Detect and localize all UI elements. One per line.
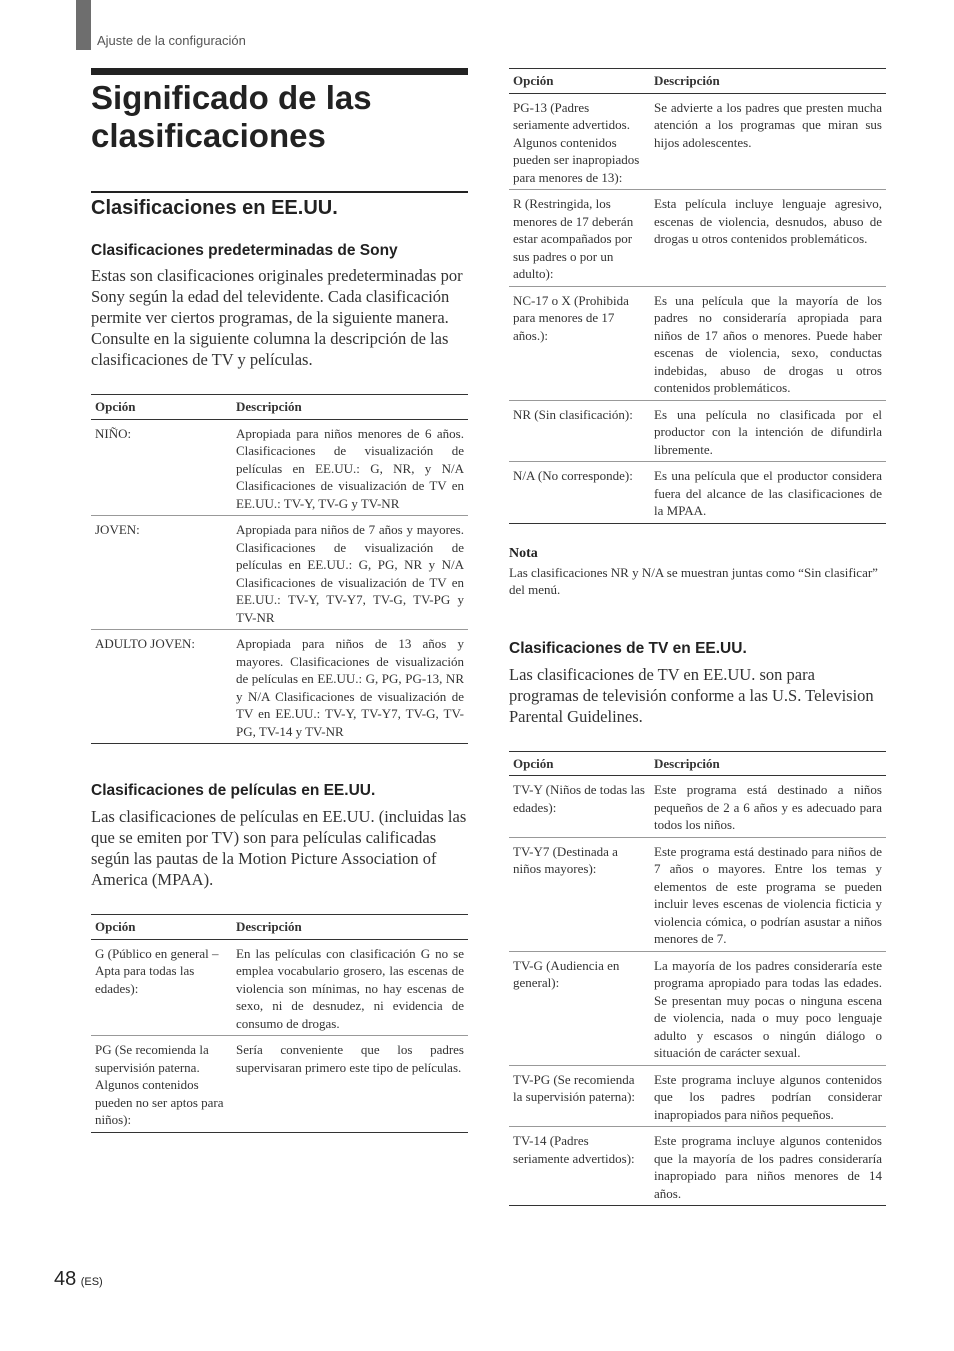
rating-description: Apropiada para niños menores de 6 años. Clasificaciones de visualización de películas en EE.UU.: G, NR, y N/A Clasificaciones de visualización de TV en EE.UU.: TV-Y, TV-G y TV-NR [232, 419, 468, 516]
table-row [509, 462, 886, 524]
table-row [509, 951, 886, 1065]
us-ratings-heading: Clasificaciones en EE.UU. [91, 197, 338, 219]
movie-ratings-heading: Clasificaciones de películas en EE.UU. [91, 782, 376, 799]
section-rule [91, 191, 468, 193]
rating-description: Este programa está destinado para niños de 7 años o mayores. Entre los temas y elementos de este programa se pueden incluir leves escenas de violencia ficticia y violencia cómica, o podrían asustar a niños menores de 7. [650, 837, 886, 951]
tv-ratings-intro: Las clasificaciones de TV en EE.UU. son para programas de televisión conforme a las U.S. Television Parental Guidelines. [509, 664, 874, 726]
column-header-option: Opción [509, 69, 650, 94]
section-tab-marker [76, 0, 91, 50]
note-box [509, 546, 886, 599]
page-language: (ES) [80, 1276, 103, 1288]
rating-option: TV-G (Audiencia en general): [509, 951, 650, 1065]
rating-description: Es una película que la mayoría de los padres no consideraría apropiada para niños de 17 años o menores. Puede haber escenas de violencia, sexo, conductas indebidas, abuso de drogas u otros contenidos problemáticos. [650, 286, 886, 400]
left-column [91, 68, 468, 1133]
table-row [509, 837, 886, 951]
column-header-description: Descripción [650, 751, 886, 776]
tv-ratings-heading: Clasificaciones de TV en EE.UU. [509, 639, 747, 657]
page-number [54, 1268, 103, 1291]
rating-description: Este programa incluye algunos contenidos que los padres podrían considerar inapropiados para niños pequeños. [650, 1065, 886, 1127]
rating-option: PG-13 (Padres seriamente advertidos. Algunos contenidos pueden ser inapropiados para menores de 13): [509, 93, 650, 190]
rating-description: Apropiada para niños de 13 años y mayores. Clasificaciones de visualización de películas en EE.UU.: G, PG, PG-13, NR y N/A Clasificaciones de visualización de TV en EE.UU.: TV-Y, TV-Y7, TV-G, TV-PG, TV-14 y TV-NR [232, 630, 468, 744]
rating-option: PG (Se recomienda la supervisión paterna. Algunos contenidos pueden no ser aptos para niños): [91, 1036, 232, 1133]
rating-option: NR (Sin clasificación): [509, 400, 650, 462]
column-header-option: Opción [509, 751, 650, 776]
page-number-value: 48 [54, 1268, 77, 1290]
rating-option: TV-Y7 (Destinada a niños mayores): [509, 837, 650, 951]
rating-option: TV-PG (Se recomienda la supervisión paterna): [509, 1065, 650, 1127]
table-row [509, 286, 886, 400]
column-header-description: Descripción [650, 69, 886, 94]
sony-defaults-heading: Clasificaciones predeterminadas de Sony [91, 242, 398, 259]
note-text: Las clasificaciones NR y N/A se muestran juntas como “Sin clasificar” del menú. [509, 564, 878, 597]
table-row [91, 1036, 468, 1133]
table-row [91, 939, 468, 1036]
rating-option: G (Público en general – Apta para todas las edades): [91, 939, 232, 1036]
sony-defaults-table [91, 394, 468, 744]
table-row [91, 516, 468, 630]
page-title: Significado de las clasificaciones [91, 79, 372, 154]
rating-option: JOVEN: [91, 516, 232, 630]
rating-description: Se advierte a los padres que presten mucha atención a los programas que miran sus hijos adolescentes. [650, 93, 886, 190]
rating-option: N/A (No corresponde): [509, 462, 650, 524]
table-header-row [91, 395, 468, 420]
table-row [509, 1065, 886, 1127]
movie-ratings-table [91, 914, 468, 1133]
column-header-option: Opción [91, 395, 232, 420]
rating-description: Es una película que el productor considera fuera del alcance de las clasificaciones de la MPAA. [650, 462, 886, 524]
right-column [509, 68, 886, 1206]
tv-ratings-table [509, 751, 886, 1207]
rating-option: TV-14 (Padres seriamente advertidos): [509, 1127, 650, 1206]
table-row [509, 1127, 886, 1206]
table-row [91, 630, 468, 744]
table-row [509, 190, 886, 287]
section-header: Ajuste de la configuración [97, 33, 246, 48]
rating-description: En las películas con clasificación G no se emplea vocabulario grosero, las escenas de violencia son mínimas, no hay escenas de sexo, ni de desnudez, ni evidencia de consumo de drogas. [232, 939, 468, 1036]
column-header-option: Opción [91, 915, 232, 940]
column-header-description: Descripción [232, 395, 468, 420]
rating-option: NIÑO: [91, 419, 232, 516]
rating-description: Este programa está destinado a niños pequeños de 2 a 6 años y es adecuado para todos los niños. [650, 776, 886, 838]
rating-description: Sería conveniente que los padres supervisaran primero este tipo de películas. [232, 1036, 468, 1133]
rating-option: NC-17 o X (Prohibida para menores de 17 años.): [509, 286, 650, 400]
rating-description: La mayoría de los padres consideraría este programa apropiado para todas las edades. Se presentan muy pocas o ninguna escena de violencia, nada o muy poco lenguaje adulto y escasos o ningún diálogo o situación de carácter sexual. [650, 951, 886, 1065]
column-header-description: Descripción [232, 915, 468, 940]
rating-description: Esta película incluye lenguaje agresivo, escenas de violencia, desnudos, abuso de drogas u otros contenidos problemáticos. [650, 190, 886, 287]
rating-description: Apropiada para niños de 7 años y mayores. Clasificaciones de visualización de películas en EE.UU.: G, PG, NR y N/A Clasificaciones de visualización de TV en EE.UU.: TV-Y, TV-Y7, TV-G, TV-PG y TV-NR [232, 516, 468, 630]
table-header-row [91, 915, 468, 940]
note-title: Nota [509, 545, 538, 561]
rating-option: TV-Y (Niños de todas las edades): [509, 776, 650, 838]
sony-defaults-intro: Estas son clasificaciones originales predeterminadas por Sony según la edad del televidente. Cada clasificación permite ver ciertos programas, de la siguiente manera. Consulte en la siguiente columna la descripción de las clasificaciones de TV y películas. [91, 266, 463, 369]
table-row [509, 93, 886, 190]
table-row [509, 400, 886, 462]
table-row [509, 776, 886, 838]
table-header-row [509, 751, 886, 776]
table-header-row [509, 69, 886, 94]
rating-option: ADULTO JOVEN: [91, 630, 232, 744]
movie-ratings-table-continued [509, 68, 886, 524]
rating-option: R (Restringida, los menores de 17 deberán estar acompañados por sus padres o por un adulto): [509, 190, 650, 287]
movie-ratings-intro: Las clasificaciones de películas en EE.UU. (incluidas las que se emiten por TV) son para películas calificadas según las pautas de la Motion Picture Association of America (MPAA). [91, 807, 467, 889]
rating-description: Es una película no clasificada por el productor con la intención de difundirla libremente. [650, 400, 886, 462]
title-rule [91, 68, 468, 75]
table-row [91, 419, 468, 516]
rating-description: Este programa incluye algunos contenidos que la mayoría de los padres consideraría inapropiado para niños menores de 14 años. [650, 1127, 886, 1206]
